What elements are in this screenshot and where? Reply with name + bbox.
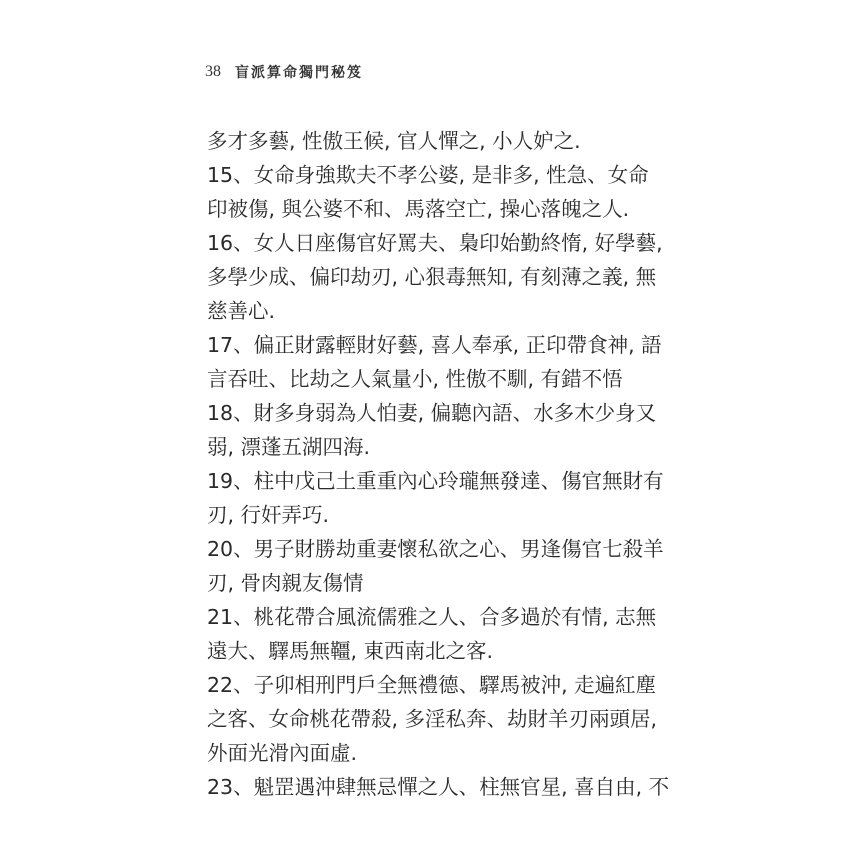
text-line: 多學少成、偏印劫刃, 心狠毒無知, 有刻薄之義, 無	[207, 265, 657, 289]
text-line: 21、桃花帶合風流儒雅之人、合多過於有情, 志無	[207, 605, 657, 629]
page-header	[205, 60, 363, 84]
text-line: 20、男子財勝劫重妻懷私欲之心、男逢傷官七殺羊	[207, 537, 664, 561]
text-line: 16、女人日座傷官好罵夫、梟印始勤終惰, 好學藝,	[207, 231, 663, 255]
text-line: 之客、女命桃花帶殺, 多淫私奔、劫財羊刃兩頭居,	[207, 707, 658, 731]
text-line: 22、子卯相刑門戶全無禮德、驛馬被沖, 走遍紅塵	[207, 673, 657, 697]
text-line: 多才多藝, 性傲王候, 官人憚之, 小人妒之.	[207, 129, 581, 153]
text-line: 15、女命身強欺夫不孝公婆, 是非多, 性急、女命	[207, 163, 649, 187]
text-line: 外面光滑內面虛.	[207, 741, 358, 765]
text-line: 言吞吐、比劫之人氣量小, 性傲不馴, 有錯不悟	[207, 367, 623, 391]
text-line: 弱, 漂蓬五湖四海.	[207, 435, 371, 459]
text-line: 23、魁罡遇沖肆無忌憚之人、柱無官星, 喜自由, 不	[207, 775, 670, 799]
text-line: 遠大、驛馬無韁, 東西南北之客.	[207, 639, 494, 663]
text-line: 刃, 行奸弄巧.	[207, 503, 330, 527]
text-line: 慈善心.	[207, 299, 276, 323]
text-line: 刃, 骨肉親友傷情	[207, 571, 364, 595]
text-line: 18、財多身弱為人怕妻, 偏聽內語、水多木少身又	[207, 401, 657, 425]
body-text	[207, 124, 670, 804]
page-number: 38	[205, 63, 221, 80]
text-line: 17、偏正財露輕財好藝, 喜人奉承, 正印帶食神, 語	[207, 333, 662, 357]
text-line: 印被傷, 與公婆不和、馬落空亡, 操心落魄之人.	[207, 197, 630, 221]
book-title: 盲派算命獨門秘笈	[235, 65, 363, 81]
text-line: 19、柱中戊己土重重內心玲瓏無發達、傷官無財有	[207, 469, 664, 493]
